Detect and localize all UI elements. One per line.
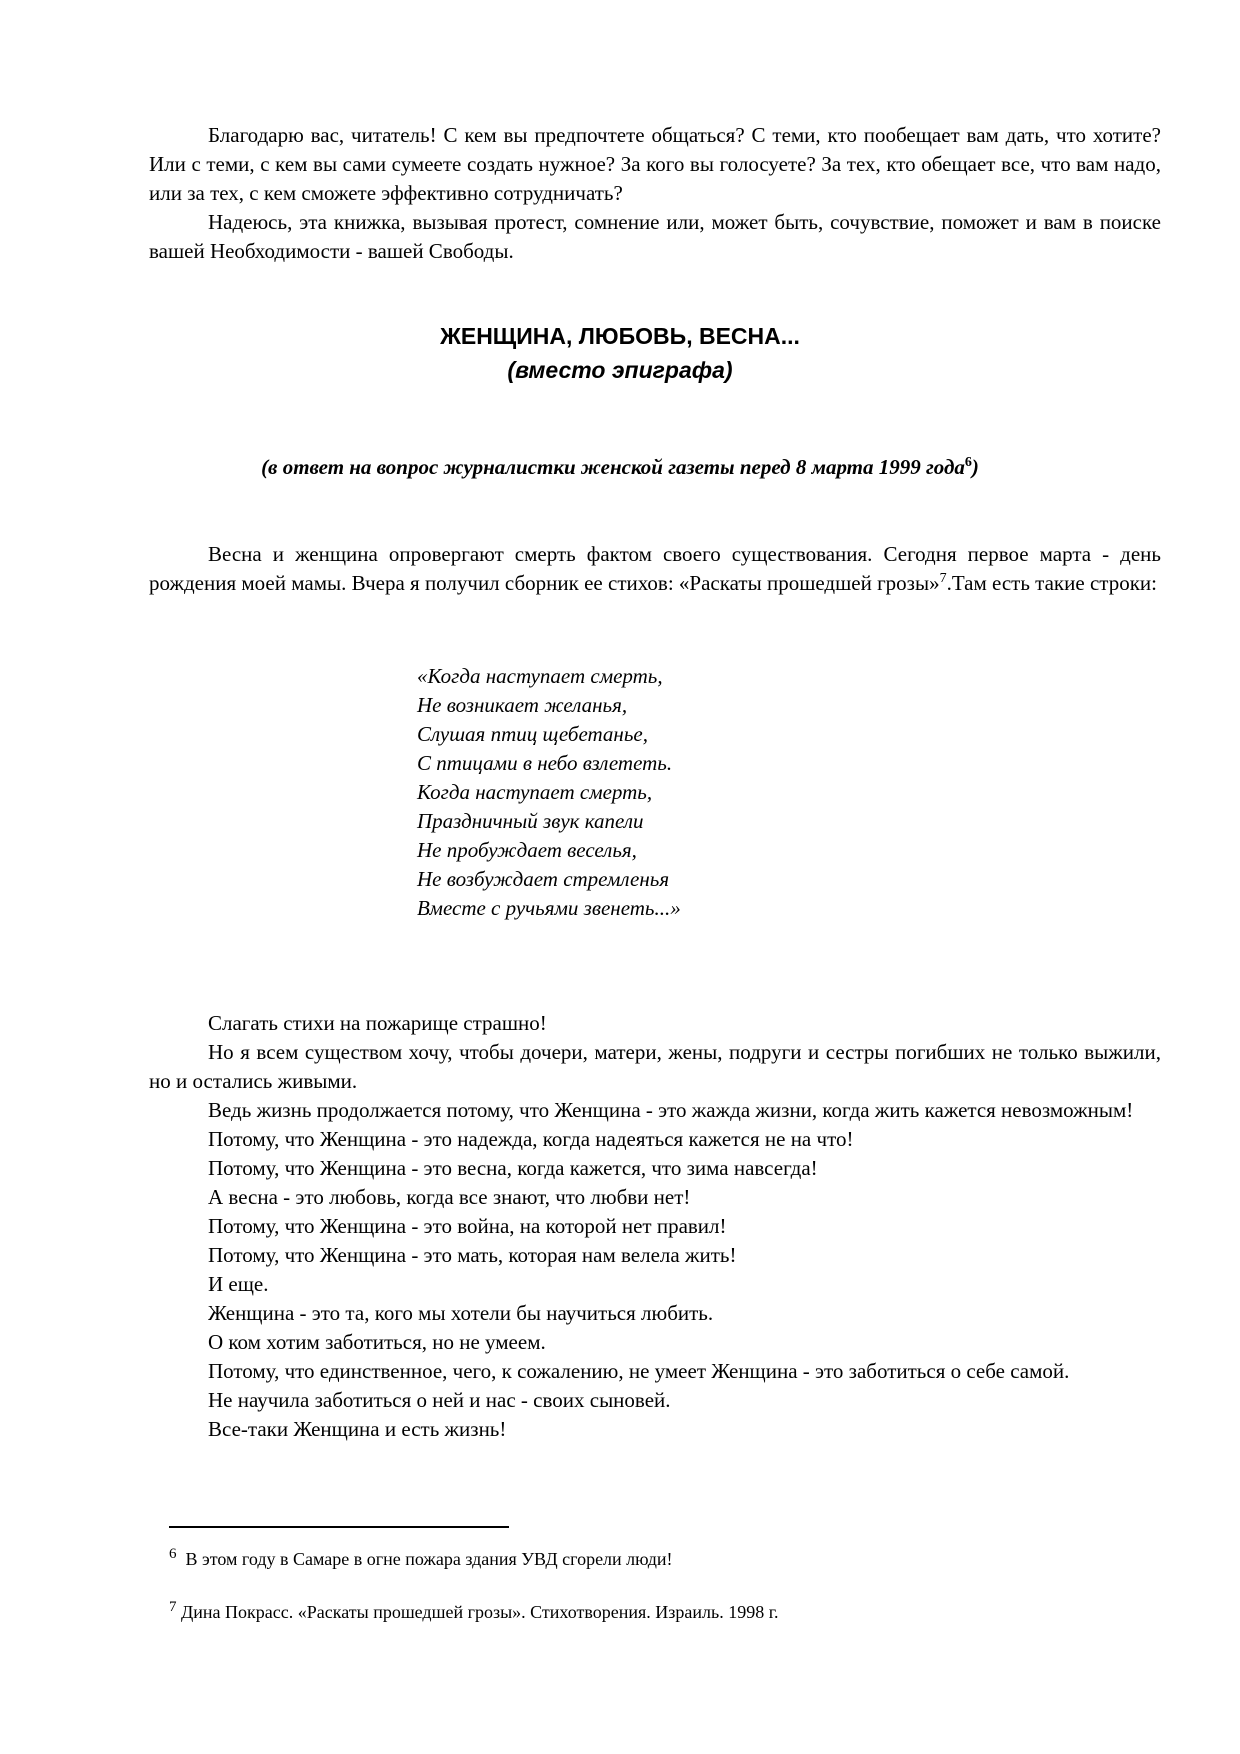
footnote-text: Дина Покрасс. «Раскаты прошедшей грозы». Стихотворения. Израиль. 1998 г. bbox=[181, 1602, 779, 1622]
poem-line: Слушая птиц щебетанье, bbox=[417, 722, 648, 746]
footnote-separator bbox=[169, 1526, 509, 1528]
footnote-ref-7[interactable]: 7 bbox=[939, 571, 947, 586]
poem-line: «Когда наступает смерть, bbox=[417, 664, 663, 688]
footnote-6 bbox=[169, 1545, 672, 1574]
body-section bbox=[149, 1009, 1161, 1444]
footnote-ref-6[interactable]: 6 bbox=[964, 455, 972, 470]
answer-close: ) bbox=[971, 455, 979, 479]
paragraph: О ком хотим заботиться, но не умеем. bbox=[208, 1330, 546, 1354]
paragraph: Но я всем существом хочу, чтобы дочери, матери, жены, подруги и сестры погибших не только выжили, но и остались живыми. bbox=[149, 1040, 1161, 1093]
paragraph: Потому, что Женщина - это мать, которая нам велела жить! bbox=[208, 1243, 737, 1267]
paragraph: Потому, что Женщина - это весна, когда кажется, что зима навсегда! bbox=[208, 1156, 818, 1180]
footnote-text: В этом году в Самаре в огне пожара здания УВД сгорели люди! bbox=[185, 1549, 673, 1569]
answer-text: (в ответ на вопрос журналистки женской газеты перед 8 марта 1999 года bbox=[261, 455, 965, 479]
spring-text: Весна и женщина опровергают смерть фактом своего существования. Сегодня первое марта - день рождения моей мамы. Вчера я получил сборник ее стихов: «Раскаты прошедшей грозы» bbox=[149, 542, 1161, 595]
footnote-number: 7 bbox=[169, 1599, 177, 1615]
paragraph: Все-таки Женщина и есть жизнь! bbox=[208, 1417, 507, 1441]
chapter-subtitle: (вместо эпиграфа) bbox=[507, 357, 733, 383]
footnote-7 bbox=[169, 1598, 779, 1627]
spring-tail: .Там есть такие строки: bbox=[946, 571, 1157, 595]
paragraph: Женщина - это та, кого мы хотели бы научиться любить. bbox=[208, 1301, 714, 1325]
chapter-title: ЖЕНЩИНА, ЛЮБОВЬ, ВЕСНА... bbox=[440, 323, 800, 349]
answer-note bbox=[0, 453, 1240, 482]
paragraph: Благодарю вас, читатель! С кем вы предпочтете общаться? С теми, кто пообещает вам дать, что хотите? Или с теми, с кем вы сами сумеете создать нужное? За кого вы голосуете? За тех, кто обещает все, что вам надо, или за тех, с кем сможете эффективно сотрудничать? bbox=[149, 123, 1161, 205]
paragraph: Потому, что единственное, чего, к сожалению, не умеет Женщина - это заботиться о себе самой. bbox=[208, 1359, 1070, 1383]
poem-line: Не возникает желанья, bbox=[417, 693, 628, 717]
poem-line: Не пробуждает веселья, bbox=[417, 838, 637, 862]
paragraph: Потому, что Женщина - это надежда, когда надеяться кажется не на что! bbox=[208, 1127, 854, 1151]
poem-line: Когда наступает смерть, bbox=[417, 780, 653, 804]
poem-line: С птицами в небо взлететь. bbox=[417, 751, 673, 775]
paragraph: Слагать стихи на пожарище страшно! bbox=[208, 1011, 547, 1035]
paragraph: Надеюсь, эта книжка, вызывая протест, сомнение или, может быть, сочувствие, поможет и вам в поиске вашей Необходимости - вашей Свободы. bbox=[149, 210, 1161, 263]
paragraph: И еще. bbox=[208, 1272, 269, 1296]
poem bbox=[417, 662, 681, 923]
footnote-number: 6 bbox=[169, 1546, 177, 1562]
paragraph: Потому, что Женщина - это война, на которой нет правил! bbox=[208, 1214, 727, 1238]
poem-line: Праздничный звук капели bbox=[417, 809, 644, 833]
poem-line: Вместе с ручьями звенеть...» bbox=[417, 896, 681, 920]
intro-section bbox=[149, 121, 1161, 266]
poem-line: Не возбуждает стремленья bbox=[417, 867, 670, 891]
paragraph: Ведь жизнь продолжается потому, что Женщина - это жажда жизни, когда жить кажется невозможным! bbox=[208, 1098, 1134, 1122]
paragraph: Не научила заботиться о ней и нас - своих сыновей. bbox=[208, 1388, 671, 1412]
paragraph: А весна - это любовь, когда все знают, что любви нет! bbox=[208, 1185, 691, 1209]
spring-paragraph bbox=[149, 540, 1161, 598]
